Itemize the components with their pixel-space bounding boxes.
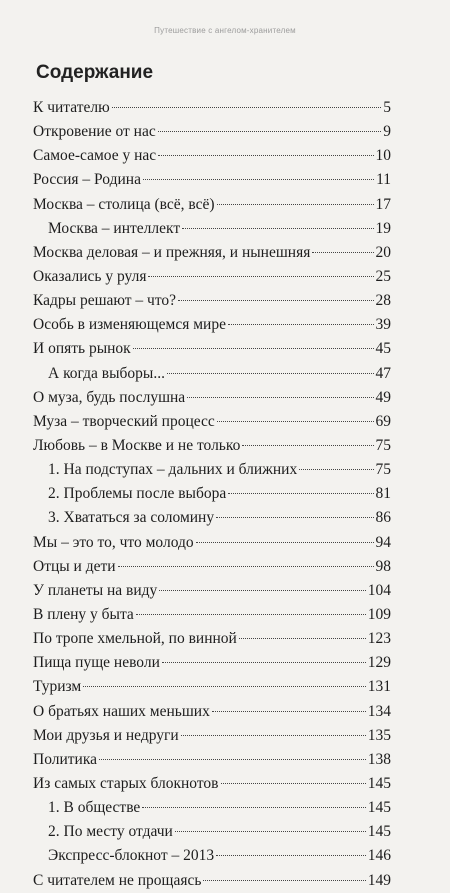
toc-entry: [33, 241, 391, 265]
toc-entry: [33, 651, 391, 675]
toc-entry-title: Самое-самое у нас: [33, 147, 157, 165]
toc-entry-title: Муза – творческий процесс: [33, 412, 215, 430]
toc-entry: [33, 748, 391, 772]
toc-entry-title: И опять рынок: [33, 340, 131, 358]
toc-entry-page-number: 145: [367, 799, 391, 817]
toc-entry: [33, 555, 391, 579]
toc-entry: [33, 362, 391, 386]
toc-entry-title: О братьях наших меньших: [33, 702, 210, 720]
dot-leader: [228, 493, 373, 494]
toc-entry-page-number: 146: [367, 847, 391, 865]
toc-entry-title: Кадры решают – что?: [33, 292, 177, 310]
toc-entry-title: У планеты на виду: [33, 581, 158, 599]
toc-entry: [33, 869, 391, 893]
toc-entry: [33, 844, 391, 868]
dot-leader: [217, 421, 374, 422]
toc-entry-title: Экспресс-блокнот – 2013: [48, 847, 215, 865]
toc-entry-title: 1. В обществе: [48, 799, 141, 817]
toc-entry-page-number: 129: [367, 654, 391, 672]
dot-leader: [239, 638, 366, 639]
dot-leader: [136, 614, 366, 615]
dot-leader: [83, 686, 366, 687]
toc-entry-title: К читателю: [33, 99, 110, 116]
dot-leader: [312, 252, 373, 253]
toc-entry: [33, 193, 391, 217]
toc-entry-title: По тропе хмельной, по винной: [33, 630, 237, 648]
toc-entry-title: Москва деловая – и прежняя, и нынешняя: [33, 243, 311, 261]
toc-entry: [33, 337, 391, 361]
toc-entry: [33, 410, 391, 434]
toc-entry: [33, 531, 391, 555]
page-title: Содержание: [36, 62, 154, 83]
dot-leader: [148, 276, 373, 277]
toc-entry: [33, 434, 391, 458]
toc-entry: [33, 144, 391, 168]
dot-leader: [212, 711, 366, 712]
toc-entry-title: Пища пуще неволи: [33, 654, 160, 672]
toc-entry: [33, 289, 391, 313]
dot-leader: [181, 735, 366, 736]
toc-entry: [33, 506, 391, 530]
toc-entry-page-number: 81: [375, 485, 391, 503]
toc-entry: [33, 313, 391, 337]
toc-entry-page-number: 98: [375, 557, 391, 575]
toc-entry-page-number: 131: [367, 678, 391, 696]
dot-leader: [228, 324, 374, 325]
toc-entry: [33, 603, 391, 627]
toc-entry: [33, 796, 391, 820]
toc-entry-page-number: 9: [383, 123, 391, 141]
toc-entry-page-number: 145: [367, 823, 391, 841]
toc-entry-title: А когда выборы...: [48, 364, 165, 382]
dot-leader: [182, 228, 373, 229]
toc-entry-page-number: 109: [367, 605, 391, 623]
toc-entry: [33, 120, 391, 144]
table-of-contents: [33, 96, 391, 893]
toc-entry-title: 2. Проблемы после выбора: [48, 485, 227, 503]
dot-leader: [162, 662, 366, 663]
toc-entry: [33, 265, 391, 289]
toc-entry-page-number: 20: [375, 243, 391, 261]
toc-entry-page-number: 134: [367, 702, 391, 720]
dot-leader: [178, 300, 373, 301]
dot-leader: [175, 831, 366, 832]
toc-entry-title: Отцы и дети: [33, 557, 116, 575]
dot-leader: [159, 590, 365, 591]
dot-leader: [203, 880, 365, 881]
toc-entry-page-number: 104: [367, 581, 391, 599]
dot-leader: [158, 155, 373, 156]
toc-entry-page-number: 138: [367, 750, 391, 768]
dot-leader: [167, 373, 374, 374]
toc-entry: [33, 217, 391, 241]
toc-entry-page-number: 39: [375, 316, 391, 334]
toc-entry-title: Москва – столица (всё, всё): [33, 195, 215, 213]
toc-entry-page-number: 10: [375, 147, 391, 165]
toc-entry-title: Откровение от нас: [33, 123, 156, 141]
toc-entry-title: Мы – это то, что молодо: [33, 533, 194, 551]
toc-entry-title: Россия – Родина: [33, 171, 141, 189]
toc-entry-page-number: 28: [375, 292, 391, 310]
toc-entry: [33, 579, 391, 603]
toc-entry-page-number: 25: [375, 267, 391, 285]
toc-entry-page-number: 75: [375, 461, 391, 479]
dot-leader: [142, 807, 365, 808]
toc-entry-title: Мои друзья и недруги: [33, 726, 179, 744]
toc-entry-title: 1. На подступах – дальних и ближних: [48, 461, 298, 479]
toc-entry: [33, 724, 391, 748]
toc-entry: [33, 168, 391, 192]
toc-entry-title: Особь в изменяющемся мире: [33, 316, 226, 334]
dot-leader: [112, 107, 382, 108]
dot-leader: [217, 204, 374, 205]
dot-leader: [216, 855, 366, 856]
toc-entry-page-number: 94: [375, 533, 391, 551]
toc-entry: [33, 96, 391, 120]
dot-leader: [242, 445, 373, 446]
toc-entry-page-number: 47: [375, 364, 391, 382]
toc-entry-page-number: 45: [375, 340, 391, 358]
dot-leader: [118, 566, 374, 567]
toc-entry: [33, 386, 391, 410]
toc-entry: [33, 772, 391, 796]
dot-leader: [221, 783, 366, 784]
toc-entry-title: 3. Хвататься за соломину: [48, 509, 215, 527]
toc-entry-title: Из самых старых блокнотов: [33, 774, 219, 792]
toc-entry-page-number: 11: [376, 171, 391, 189]
running-head: Путешествие с ангелом-хранителем: [154, 26, 296, 35]
dot-leader: [216, 517, 373, 518]
toc-entry-page-number: 49: [375, 388, 391, 406]
dot-leader: [133, 348, 374, 349]
dot-leader: [299, 469, 373, 470]
dot-leader: [158, 131, 382, 132]
toc-entry: [33, 820, 391, 844]
toc-entry-title: Москва – интеллект: [48, 219, 181, 237]
toc-entry: [33, 675, 391, 699]
toc-entry-title: Оказались у руля: [33, 267, 147, 285]
toc-entry-page-number: 75: [375, 436, 391, 454]
toc-entry-title: О муза, будь послушна: [33, 388, 186, 406]
dot-leader: [99, 759, 366, 760]
toc-entry-page-number: 135: [367, 726, 391, 744]
toc-entry-title: 2. По месту отдачи: [48, 823, 173, 841]
toc-entry-page-number: 5: [383, 99, 391, 116]
toc-entry-page-number: 149: [367, 871, 391, 889]
toc-entry-page-number: 86: [375, 509, 391, 527]
toc-entry-title: Туризм: [33, 678, 82, 696]
toc-entry-page-number: 145: [367, 774, 391, 792]
toc-entry-page-number: 123: [367, 630, 391, 648]
toc-entry: [33, 458, 391, 482]
dot-leader: [187, 397, 373, 398]
toc-entry-page-number: 17: [375, 195, 391, 213]
toc-entry: [33, 700, 391, 724]
toc-entry-title: Политика: [33, 750, 98, 768]
toc-entry-page-number: 69: [375, 412, 391, 430]
toc-entry: [33, 482, 391, 506]
toc-entry: [33, 627, 391, 651]
toc-entry-title: Любовь – в Москве и не только: [33, 436, 241, 454]
toc-entry-title: С читателем не прощаясь: [33, 871, 202, 889]
toc-entry-title: В плену у быта: [33, 605, 134, 623]
toc-entry-page-number: 19: [375, 219, 391, 237]
dot-leader: [196, 542, 374, 543]
dot-leader: [143, 179, 374, 180]
